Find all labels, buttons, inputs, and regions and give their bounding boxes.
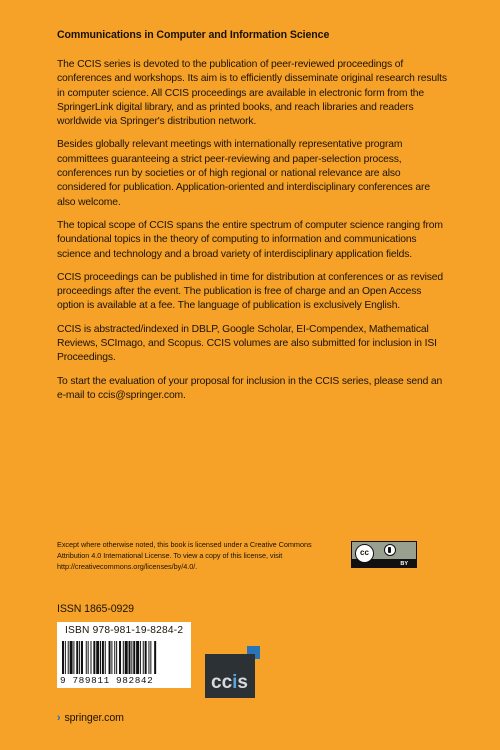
- paragraph-intro: The CCIS series is devoted to the publication of peer-reviewed proceedings of conferences and workshops. Its aim is to efficiently disseminate original research results in computer science. All CCIS proceedings are available in electronic form from the SpringerLink digital library, and as printed books, and reach libraries and readers worldwide via Springer's distribution network.: [57, 59, 447, 128]
- barcode-digits: 9 789811 982842: [60, 675, 154, 686]
- paragraph-topical-scope: The topical scope of CCIS spans the entire spectrum of computer science ranging from foundational topics in the theory of computing to information and communications science and technology and a broad variety of interdisciplinary application fields.: [57, 219, 443, 260]
- isbn-barcode: [57, 622, 191, 688]
- cc-icon: cc: [355, 544, 374, 563]
- ccis-logo: [205, 646, 260, 698]
- chevron-right-icon: ›: [57, 712, 61, 724]
- barcode-icon: [62, 641, 186, 674]
- cc-by-license-badge[interactable]: [351, 541, 417, 568]
- paragraph-scope-meetings: Besides globally relevant meetings with internationally representative program committees guaranteeing a strict peer-reviewing and paper-selection process, conferences run by societies or of high regional or national relevance are also considered for publication. Application-oriented and interdisciplinary conferences are also welcome.: [57, 139, 430, 208]
- paragraph-indexing: CCIS is abstracted/indexed in DBLP, Google Scholar, EI-Compendex, Mathematical Reviews, SCImago, and Scopus. CCIS volumes are also submitted for inclusion in ISI Proceedings.: [57, 323, 437, 364]
- springer-link[interactable]: [57, 712, 124, 724]
- springer-link-text: springer.com: [64, 712, 124, 724]
- issn-number: ISSN 1865-0929: [57, 603, 134, 615]
- description-body: [57, 58, 449, 412]
- paragraph-contact: To start the evaluation of your proposal for inclusion in the CCIS series, please send an e-mail to ccis@springer.com.: [57, 375, 443, 401]
- series-title: Communications in Computer and Information Science: [57, 29, 330, 41]
- attribution-person-icon: [384, 544, 396, 556]
- logo-wordmark: ccis: [211, 672, 248, 693]
- by-label: BY: [400, 561, 408, 567]
- license-notice: Except where otherwise noted, this book is licensed under a Creative Commons Attribution 4.0 International License. To view a copy of this license, visit http://creativecommons.org/licenses/by/4.0/.: [57, 540, 312, 571]
- isbn-label: ISBN 978-981-19-8284-2: [65, 625, 184, 636]
- paragraph-publication: CCIS proceedings can be published in time for distribution at conferences or as revised proceedings after the event. The publication is free of charge and an Open Access option is available at a fee. The language of publication is exclusively English.: [57, 271, 443, 312]
